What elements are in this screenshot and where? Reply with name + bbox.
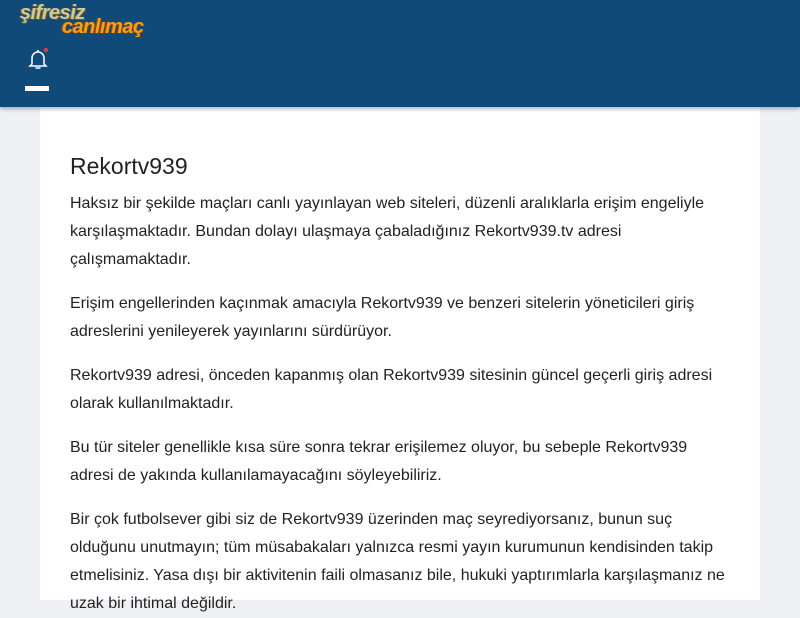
logo-text-bottom: canlımaç xyxy=(62,16,144,38)
bell-icon[interactable] xyxy=(28,49,48,71)
article-paragraph: Bu tür siteler genellikle kısa süre sonra tekrar erişilemez oluyor, bu sebeple Rekortv939 adresi de yakında kullanılamayacağını söyleyebiliriz. xyxy=(70,439,688,484)
logo-text-top: şifresiz xyxy=(20,2,85,24)
site-header xyxy=(0,0,800,107)
article-paragraph: Bir çok futbolsever gibi siz de Rekortv939 üzerinden maç seyrediyorsanız, bunun suç olduğunu unutmayın; tüm müsabakaları yalnızca resmi yayın kurumunun kendisinden takip etmelisiniz. Yasa dışı bir aktivitenin faili olmasanız bile, hukuki yaptırımlarla karşılaşmanız ne uzak bir ihtimal değildir. xyxy=(70,511,725,612)
notification-dot xyxy=(44,48,48,52)
article-paragraph: Haksız bir şekilde maçları canlı yayınlayan web siteleri, düzenli aralıklarla erişim engeliyle karşılaşmaktadır. Bundan dolayı ulaşmaya çabaladığınız Rekortv939.tv adresi çalışmamaktadır. xyxy=(70,195,705,268)
article-title: Rekortv939 xyxy=(70,153,188,179)
site-logo[interactable] xyxy=(20,2,165,40)
article-paragraph: Rekortv939 adresi, önceden kapanmış olan Rekortv939 sitesinin güncel geçerli giriş adresi olarak kullanılmaktadır. xyxy=(70,367,713,412)
article-card xyxy=(40,107,760,612)
menu-icon[interactable] xyxy=(25,86,49,91)
article-paragraph: Erişim engellerinden kaçınmak amacıyla Rekortv939 ve benzeri sitelerin yöneticileri giriş adreslerini yenileyerek yayınlarını sürdürüyor. xyxy=(70,295,695,340)
